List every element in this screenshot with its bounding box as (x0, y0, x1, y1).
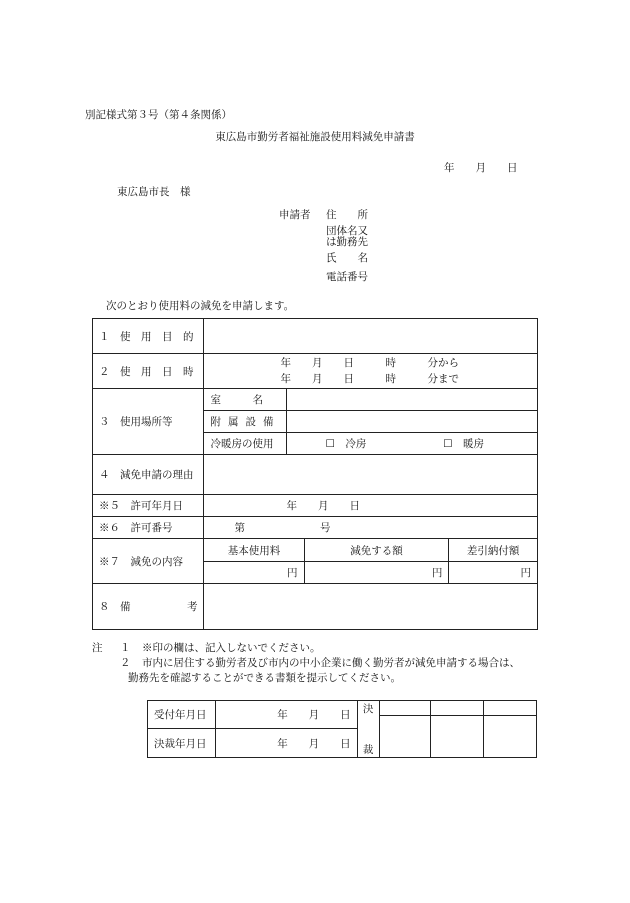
base-fee-header: 基本使用料 (204, 539, 304, 562)
office-row-1 (148, 701, 537, 716)
permit-date-value: 年 月 日 (204, 495, 538, 517)
approval-stamp-2[interactable] (431, 716, 484, 758)
equipment-label: 附属設備 (204, 411, 287, 433)
heating-checkbox[interactable]: ☐ 暖房 (443, 438, 485, 450)
date-line: 年 月 日 (444, 162, 518, 174)
phone-label: 電話番号 (326, 271, 368, 283)
permit-no-label: ※６ 許可番号 (93, 517, 204, 539)
addressee: 東広島市長 様 (117, 186, 191, 198)
datetime-from: 年 月 日 時 分から (280, 357, 459, 369)
decided-label: 決裁年月日 (148, 729, 216, 758)
net-fee-header: 差引納付額 (449, 539, 538, 562)
note2-number: ２ (120, 657, 131, 669)
datetime-to: 年 月 日 時 分まで (280, 373, 459, 385)
content-label: ※７ 減免の内容 (93, 539, 204, 584)
org-label-line1: 団体名又 (326, 225, 368, 237)
received-label: 受付年月日 (148, 701, 216, 729)
datetime-row (93, 354, 538, 389)
document-title: 東広島市勤労者福祉施設使用料減免申請書 (215, 131, 415, 143)
place-label: ３ 使用場所等 (93, 389, 204, 455)
reason-label: ４ 減免申請の理由 (93, 455, 204, 495)
permit-no-value (204, 517, 538, 539)
form-number: 別記様式第３号（第４条関係） (85, 109, 232, 121)
permit-no-go: 号 (319, 522, 331, 534)
note2-line1: 市内に居住する勤労者及び市内の中小企業に働く勤労者が減免申請する場合は、 (142, 657, 520, 669)
notes-label: 注 (92, 642, 103, 654)
permit-date-row (93, 495, 538, 517)
room-row (93, 389, 538, 411)
net-fee-yen[interactable]: 円 (449, 562, 538, 584)
note1-text: ※印の欄は、記入しないでください。 (142, 642, 321, 654)
datetime-value[interactable] (204, 354, 538, 389)
permit-date-label: ※５ 許可年月日 (93, 495, 204, 517)
office-use-table (147, 700, 537, 758)
purpose-value[interactable] (204, 319, 538, 354)
intro-text: 次のとおり使用料の減免を申請します。 (106, 300, 295, 312)
reason-row (93, 455, 538, 495)
remarks-label-end: 考 (186, 601, 198, 613)
cooling-checkbox[interactable]: ☐ 冷房 (325, 438, 367, 450)
remarks-label (93, 584, 204, 630)
kessai-bottom: 裁 (357, 729, 379, 758)
equipment-value[interactable] (287, 411, 538, 433)
decided-date[interactable]: 年 月 日 (215, 729, 357, 758)
remarks-label-start: ８ 備 (99, 601, 131, 613)
approval-header-3 (484, 701, 537, 716)
approval-stamp-3[interactable] (484, 716, 537, 758)
base-fee-yen[interactable]: 円 (204, 562, 304, 584)
approval-header-2 (431, 701, 484, 716)
note1-number: １ (120, 642, 131, 654)
content-header-row (93, 539, 538, 562)
reason-value[interactable] (204, 455, 538, 495)
aircon-options (287, 433, 538, 455)
received-date[interactable]: 年 月 日 (215, 701, 357, 729)
permit-no-dai: 第 (234, 522, 245, 534)
purpose-label: １ 使 用 目 的 (93, 319, 204, 354)
approval-header-1 (379, 701, 431, 716)
org-label-line2: は勤務先 (326, 236, 368, 248)
reduction-yen[interactable]: 円 (304, 562, 449, 584)
applicant-label: 申請者 (279, 209, 311, 221)
remarks-value[interactable] (204, 584, 538, 630)
approval-stamp-1[interactable] (379, 716, 431, 758)
remarks-row (93, 584, 538, 630)
note2-line2: 勤務先を確認することができる書類を提示してください。 (128, 672, 401, 684)
reduction-header: 減免する額 (304, 539, 449, 562)
permit-no-row (93, 517, 538, 539)
room-label: 室 名 (204, 389, 287, 411)
name-label: 氏 名 (326, 252, 368, 264)
room-value[interactable] (287, 389, 538, 411)
datetime-label: ２ 使 用 日 時 (93, 354, 204, 389)
application-table (92, 318, 538, 630)
kessai-top: 決 (357, 701, 379, 729)
aircon-label: 冷暖房の使用 (204, 433, 287, 455)
address-label: 住 所 (326, 209, 368, 221)
purpose-row (93, 319, 538, 354)
